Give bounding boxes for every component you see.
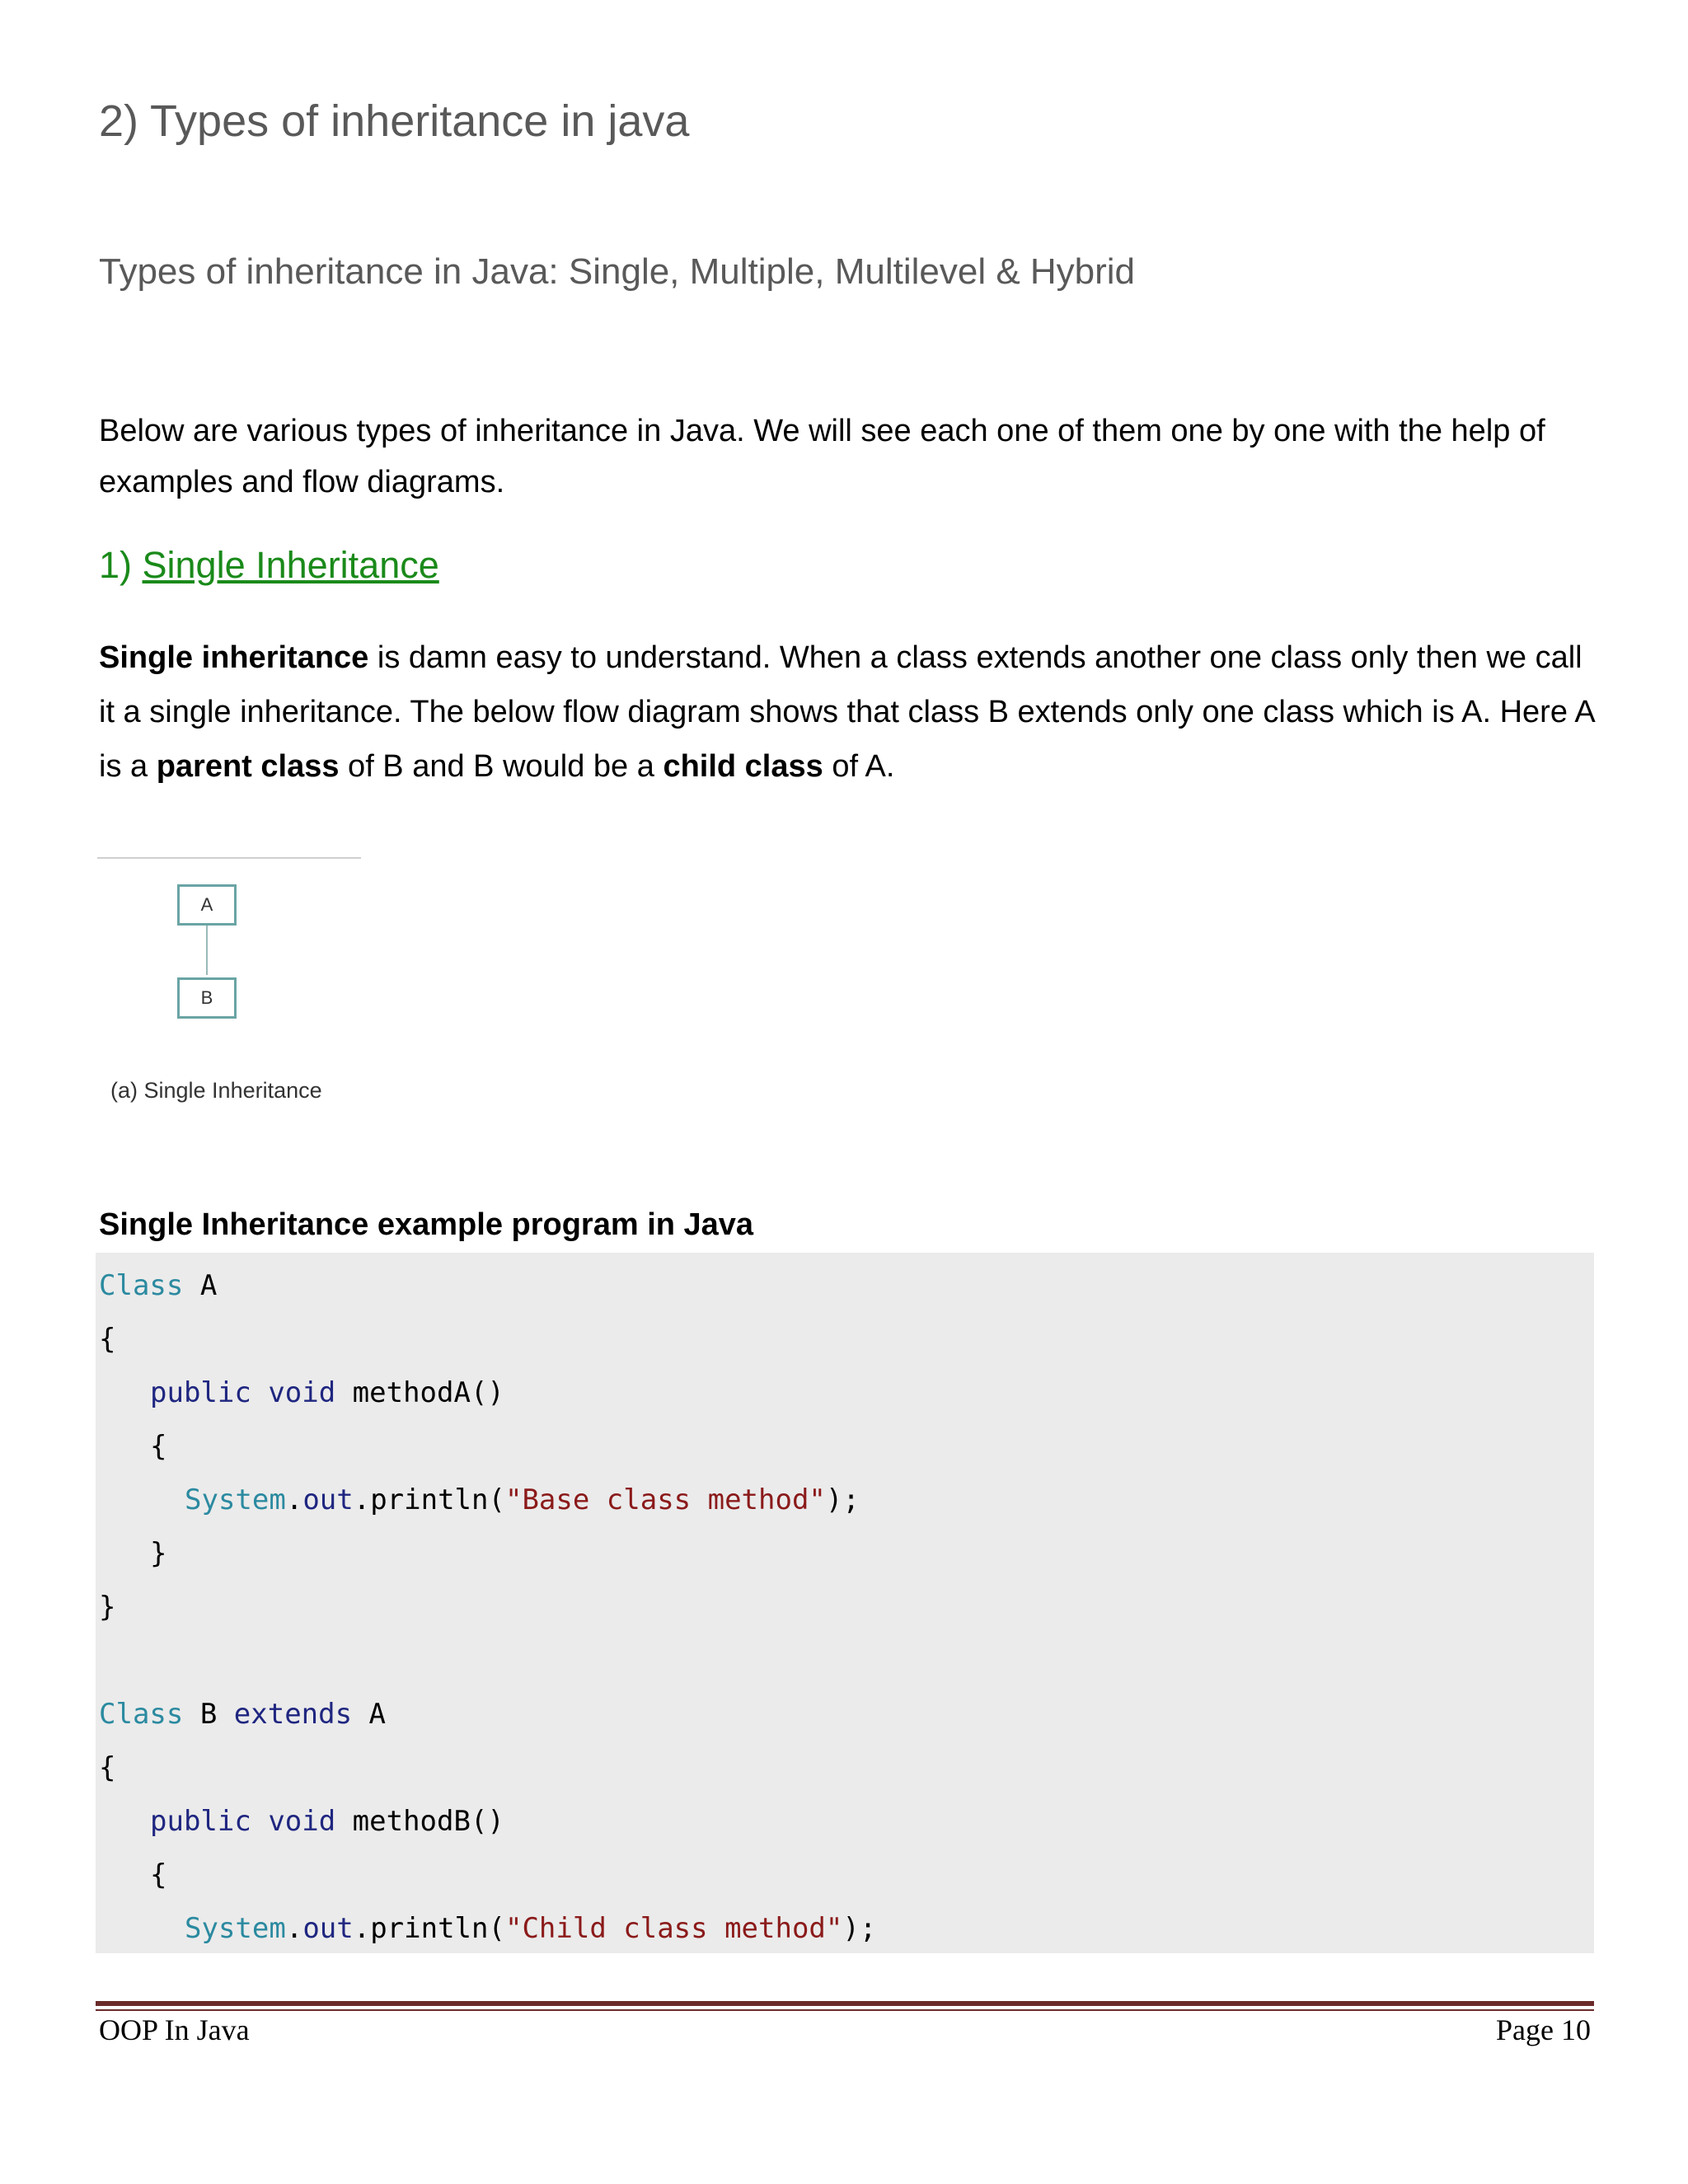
- code-keyword: extends: [233, 1698, 353, 1731]
- code-keyword: public: [150, 1376, 251, 1409]
- paragraph-text: of A.: [823, 749, 895, 784]
- section-number: 1): [99, 544, 143, 586]
- code-line: [99, 1698, 386, 1731]
- class-b-box: B: [177, 977, 237, 1019]
- code-field: out: [302, 1912, 354, 1945]
- code-line: [150, 1376, 504, 1409]
- code-keyword: Class: [99, 1269, 184, 1302]
- footer-title: OOP In Java: [99, 2013, 250, 2046]
- figure-caption: (a) Single Inheritance: [110, 1078, 322, 1103]
- code-line: {: [150, 1430, 167, 1463]
- example-title: Single Inheritance example program in Java: [99, 1207, 754, 1242]
- code-identifier: B: [183, 1698, 234, 1731]
- code-call: );: [842, 1912, 877, 1945]
- code-line: System.out.println("Child class method");: [185, 1912, 877, 1945]
- code-identifier: A: [183, 1269, 218, 1302]
- code-line: {: [99, 1751, 116, 1784]
- code-line: }: [150, 1537, 167, 1570]
- figure-top-rule: [97, 857, 361, 859]
- page-subheading: Types of inheritance in Java: Single, Multiple, Multilevel & Hybrid: [99, 251, 1136, 292]
- code-call: .println(: [353, 1483, 505, 1516]
- code-line: {: [150, 1858, 167, 1891]
- section-heading-single-inheritance: [99, 544, 439, 587]
- single-inheritance-link[interactable]: Single Inheritance: [142, 544, 439, 586]
- code-line: System.out.println("Base class method");: [185, 1483, 860, 1516]
- intro-paragraph: Below are various types of inheritance in Java. We will see each one of them one by one with the help of examples and flow diagrams.: [99, 414, 1545, 499]
- term-child-class: child class: [663, 749, 823, 784]
- code-call: );: [825, 1483, 860, 1516]
- single-inheritance-diagram: [97, 857, 361, 1129]
- code-keyword: public: [150, 1805, 251, 1838]
- footer-rule: [96, 2001, 1594, 2006]
- paragraph-text: of B and B would be a: [339, 749, 663, 784]
- class-a-box: A: [177, 884, 237, 926]
- code-identifier: methodB(): [335, 1805, 504, 1838]
- code-block: [96, 1253, 1594, 1953]
- code-line: {: [99, 1323, 116, 1356]
- code-identifier: methodA(): [335, 1376, 504, 1409]
- code-line: }: [99, 1591, 116, 1624]
- term-single-inheritance: Single inheritance: [99, 640, 369, 675]
- code-call: .println(: [353, 1912, 505, 1945]
- inheritance-arrow: [206, 926, 208, 975]
- code-field: out: [302, 1483, 354, 1516]
- code-string: "Base class method": [504, 1483, 826, 1516]
- single-inheritance-paragraph: [99, 630, 1599, 794]
- code-keyword: void: [268, 1805, 336, 1838]
- term-parent-class: parent class: [156, 749, 340, 784]
- footer-rule-thin: [96, 2009, 1594, 2011]
- page-number: Page 10: [1496, 2013, 1591, 2046]
- code-string: "Child class method": [504, 1912, 843, 1945]
- page-heading: 2) Types of inheritance in java: [99, 96, 690, 146]
- code-class-ref: System: [185, 1483, 286, 1516]
- code-class-ref: System: [185, 1912, 286, 1945]
- code-keyword: void: [268, 1376, 336, 1409]
- code-keyword: Class: [99, 1698, 184, 1731]
- code-line: [99, 1269, 217, 1302]
- code-line: [150, 1805, 504, 1838]
- code-identifier: A: [352, 1698, 387, 1731]
- paragraph-text: is damn easy to understand. When a class extends another one class only then we call it a single inheritance. The below flow diagram shows that class B extends only one class which is A. Here A is a: [99, 640, 1594, 784]
